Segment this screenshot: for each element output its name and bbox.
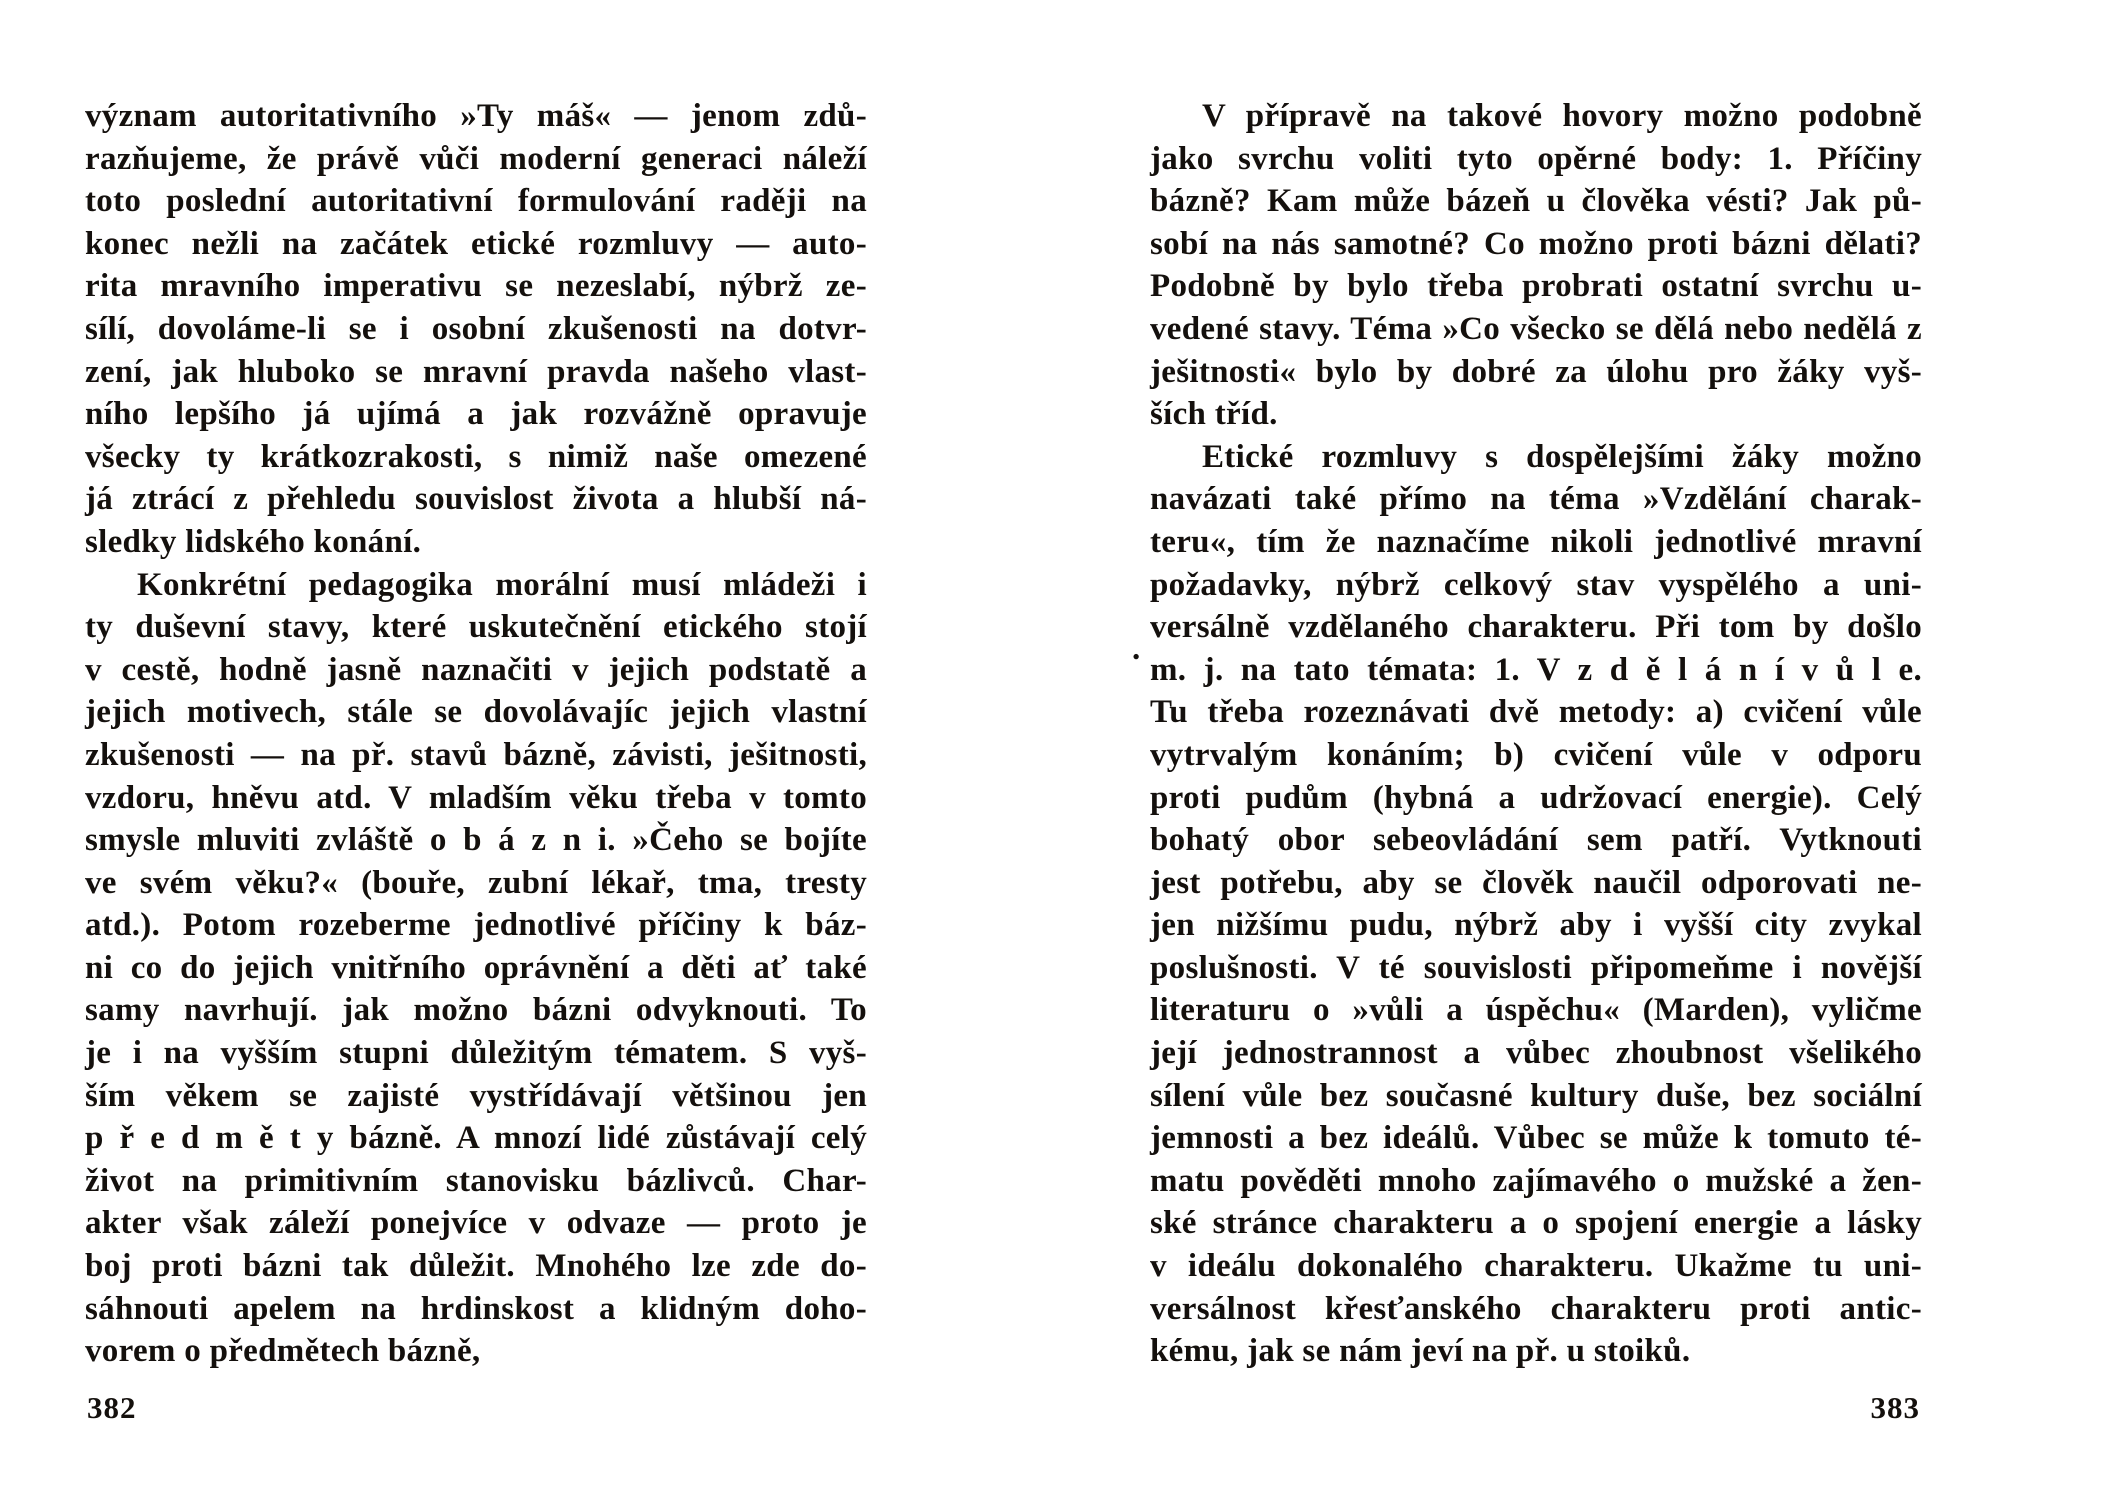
text-line: v cestě, hodně jasně naznačiti v jejich podstatě a (85, 651, 867, 688)
text-line: navázati také přímo na téma »Vzdělání charak- (1150, 481, 1922, 518)
text-line: sledky lidského konání. (85, 523, 422, 560)
text-line: vytrvalým konáním; b) cvičení vůle v odporu (1150, 736, 1922, 773)
text-line: jako svrchu voliti tyto opěrné body: 1. Příčiny (1150, 140, 1922, 177)
text-line: matu pověděti mnoho zajímavého o mužské a žen- (1150, 1162, 1922, 1199)
text-line: ješitnosti« bylo by dobré za úlohu pro žáky vyš- (1150, 353, 1922, 390)
text-line: atd.). Potom rozeberme jednotlivé příčiny k báz- (85, 907, 867, 944)
text-line: její jednostrannost a vůbec zhoubnost všelikého (1150, 1035, 1922, 1072)
text-line: ších tříd. (1150, 396, 1278, 433)
text-line: konec nežli na začátek etické rozmluvy — auto- (85, 225, 867, 262)
text-line: je i na vyšším stupni důležitým tématem. S vyš- (85, 1035, 867, 1072)
text-line: ni co do jejich vnitřního oprávnění a děti ať také (85, 949, 867, 986)
text-line: kému, jak se nám jeví na př. u stoiků. (1150, 1333, 1691, 1370)
text-line: bohatý obor sebeovládání sem patří. Vytknouti (1150, 822, 1922, 859)
text-line: poslušnosti. V té souvislosti připomeňme i novější (1150, 949, 1922, 986)
text-line: život na primitivním stanovisku bázlivců. Char- (85, 1162, 867, 1199)
text-line: Konkrétní pedagogika morální musí mládeži i (137, 566, 867, 603)
text-line: všecky ty krátkozrakosti, s nimiž naše omezené (85, 438, 867, 475)
text-line: toto poslední autoritativní formulování raději na (85, 183, 867, 220)
text-line: zkušenosti — na př. stavů bázně, závisti, ješitnosti, (85, 736, 867, 773)
text-line: já ztrácí z přehledu souvislost života a hlubší ná- (85, 481, 867, 518)
text-line: Podobně by bylo třeba probrati ostatní svrchu u- (1150, 268, 1922, 305)
text-line: samy navrhují. jak možno bázni odvyknouti. To (85, 992, 867, 1029)
stray-ink-mark: . (1132, 631, 1141, 667)
text-line: m. j. na tato témata: 1. V z d ě l á n í v ů l e. (1150, 651, 1922, 688)
page-right (1132, 95, 1922, 1455)
text-line: jest potřebu, aby se člověk naučil odporovati ne- (1150, 864, 1922, 901)
page-number-right: 383 (1870, 1390, 1920, 1425)
text-line: požadavky, nýbrž celkový stav vyspělého a uni- (1150, 566, 1922, 603)
page-number-left: 382 (87, 1390, 137, 1425)
text-line: sílí, dovoláme-li se i osobní zkušenosti na dotvr- (85, 310, 867, 347)
text-line: akter však záleží ponejvíce v odvaze — proto je (85, 1205, 867, 1242)
text-line: ního lepšího já ujímá a jak rozvážně opravuje (85, 396, 867, 433)
text-line: jejich motivech, stále se dovolávajíc jejich vlastní (85, 694, 867, 731)
text-line: ve svém věku?« (bouře, zubní lékař, tma, tresty (85, 864, 867, 901)
text-line: proti pudům (hybná a udržovací energie). Celý (1150, 779, 1922, 816)
text-line: Etické rozmluvy s dospělejšími žáky možno (1202, 438, 1922, 475)
text-line: boj proti bázni tak důležit. Mnohého lze zde do- (85, 1248, 867, 1285)
text-line: smysle mluviti zvláště o b á z n i. »Čeho se bojíte (85, 822, 867, 859)
text-line: versálně vzdělaného charakteru. Při tom by došlo (1150, 609, 1922, 646)
text-line: teru«, tím že naznačíme nikoli jednotlivé mravní (1150, 523, 1922, 560)
text-line: p ř e d m ě t y bázně. A mnozí lidé zůstávají celý (85, 1120, 867, 1157)
text-line: sáhnouti apelem na hrdinskost a klidným doho- (85, 1290, 867, 1327)
text-line: literaturu o »vůli a úspěchu« (Marden), vyličme (1150, 992, 1922, 1029)
text-line: V přípravě na takové hovory možno podobně (1202, 98, 1922, 134)
text-line: razňujeme, že právě vůči moderní generaci náleží (85, 140, 867, 177)
text-line: sobí na nás samotné? Co možno proti bázni dělati? (1150, 225, 1922, 262)
text-line: vedené stavy. Téma »Co všecko se dělá nebo nedělá z (1150, 310, 1922, 347)
text-line: význam autoritativního »Ty máš« — jenom zdů- (85, 98, 867, 134)
text-line: jen nižšímu pudu, nýbrž aby i vyšší city zvykal (1150, 907, 1922, 944)
text-line: vorem o předmětech bázně, (85, 1333, 481, 1370)
text-line: vzdoru, hněvu atd. V mladším věku třeba v tomto (85, 779, 867, 816)
text-line: versálnost křesťanského charakteru proti antic- (1150, 1290, 1922, 1327)
text-line: Tu třeba rozeznávati dvě metody: a) cvičení vůle (1150, 694, 1922, 731)
text-line: v ideálu dokonalého charakteru. Ukažme tu uni- (1150, 1248, 1922, 1285)
text-line: zení, jak hluboko se mravní pravda našeho vlast- (85, 353, 867, 390)
text-column-left (85, 95, 867, 1373)
text-column-right (1150, 95, 1922, 1373)
text-line: ty duševní stavy, které uskutečnění etického stojí (85, 609, 867, 646)
text-line: jemnosti a bez ideálů. Vůbec se může k tomuto té- (1150, 1120, 1922, 1157)
page-left (85, 95, 867, 1455)
text-line: ším věkem se zajisté vystřídávají většinou jen (85, 1077, 867, 1114)
text-line: ské stránce charakteru a o spojení energie a lásky (1150, 1205, 1922, 1242)
text-line: sílení vůle bez současné kultury duše, bez sociální (1150, 1077, 1922, 1114)
text-line: rita mravního imperativu se nezeslabí, nýbrž ze- (85, 268, 867, 305)
text-line: bázně? Kam může bázeň u člověka vésti? Jak pů- (1150, 183, 1922, 220)
